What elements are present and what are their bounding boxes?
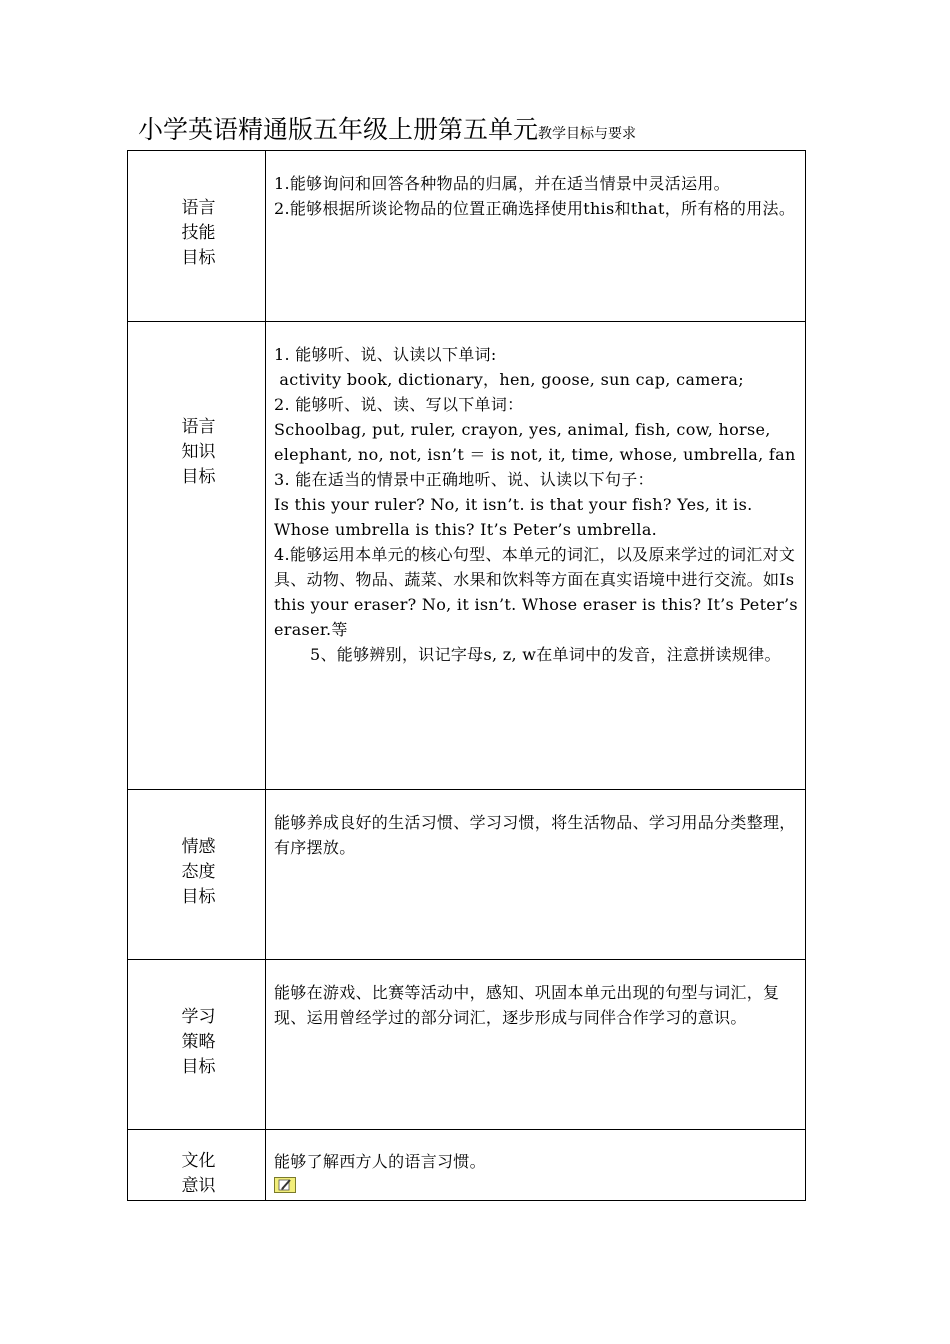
goal-row-emotion-attitude: [128, 790, 806, 960]
description-line: 2. 能够听、说、读、写以下单词：: [274, 395, 524, 414]
description-line: 能够了解西方人的语言习惯。: [274, 1152, 486, 1171]
category-label: 文化 意识: [181, 1151, 216, 1196]
goal-row-cultural-awareness: [128, 1130, 806, 1201]
category-cell: [128, 151, 266, 322]
title-main: 小学英语精通版五年级上册第五单元: [138, 115, 539, 144]
description-cell: [266, 322, 806, 790]
description-line: 1.能够询问和回答各种物品的归属，并在适当情景中灵活运用。: [274, 174, 730, 193]
category-cell: [128, 322, 266, 790]
note-pencil-icon[interactable]: [274, 1175, 296, 1191]
goals-table: [127, 150, 806, 1201]
description-cell: [266, 960, 806, 1130]
goal-row-learning-strategy: [128, 960, 806, 1130]
description-line: 1. 能够听、说、认读以下单词:: [274, 345, 497, 364]
description-cell: [266, 1130, 806, 1201]
description-line: 2.能够根据所谈论物品的位置正确选择使用this和that，所有格的用法。: [274, 199, 796, 218]
title-sub: 教学目标与要求: [538, 126, 637, 142]
document-title: [138, 110, 636, 146]
description-line: Is this your ruler? No, it isn’t. is that your fish? Yes, it is. Whose umbrella is this? It’s Peter’s umbrella.: [274, 495, 753, 539]
description-line: 能够在游戏、比赛等活动中，感知、巩固本单元出现的句型与词汇，复现、运用曾经学过的部分词汇，逐步形成与同伴合作学习的意识。: [274, 983, 780, 1027]
description-line: 4.能够运用本单元的核心句型、本单元的词汇，以及原来学过的词汇对文具、动物、物品、蔬菜、水果和饮料等方面在真实语境中进行交流。如Is this your eraser? No, it isn’t. Whose eraser is this? It’s Peter’s eraser.等: [274, 545, 798, 639]
goal-row-language-skills: [128, 151, 806, 322]
category-label: 语言 知识 目标: [181, 417, 216, 487]
category-label: 情感 态度 目标: [181, 837, 216, 907]
description-line: 5、能够辨别，识记字母s, z, w在单词中的发音，注意拼读规律。: [310, 645, 781, 664]
description-line: 能够养成良好的生活习惯、学习习惯，将生活物品、学习用品分类整理，有序摆放。: [274, 813, 796, 857]
category-label: 语言 技能 目标: [181, 198, 216, 268]
description-line: Schoolbag, put, ruler, crayon, yes, animal, fish, cow, horse, elephant, no, not, isn’t ＝ is not, it, time, whose, umbrella, fan: [274, 420, 796, 464]
category-cell: [128, 790, 266, 960]
goal-row-language-knowledge: [128, 322, 806, 790]
description-line: activity book, dictionary，hen, goose, sun cap, camera;: [274, 370, 744, 389]
category-label: 学习 策略 目标: [181, 1007, 216, 1077]
category-cell: [128, 1130, 266, 1201]
description-line: 3. 能在适当的情景中正确地听、说、认读以下句子：: [274, 470, 654, 489]
description-cell: [266, 151, 806, 322]
category-cell: [128, 960, 266, 1130]
description-cell: [266, 790, 806, 960]
